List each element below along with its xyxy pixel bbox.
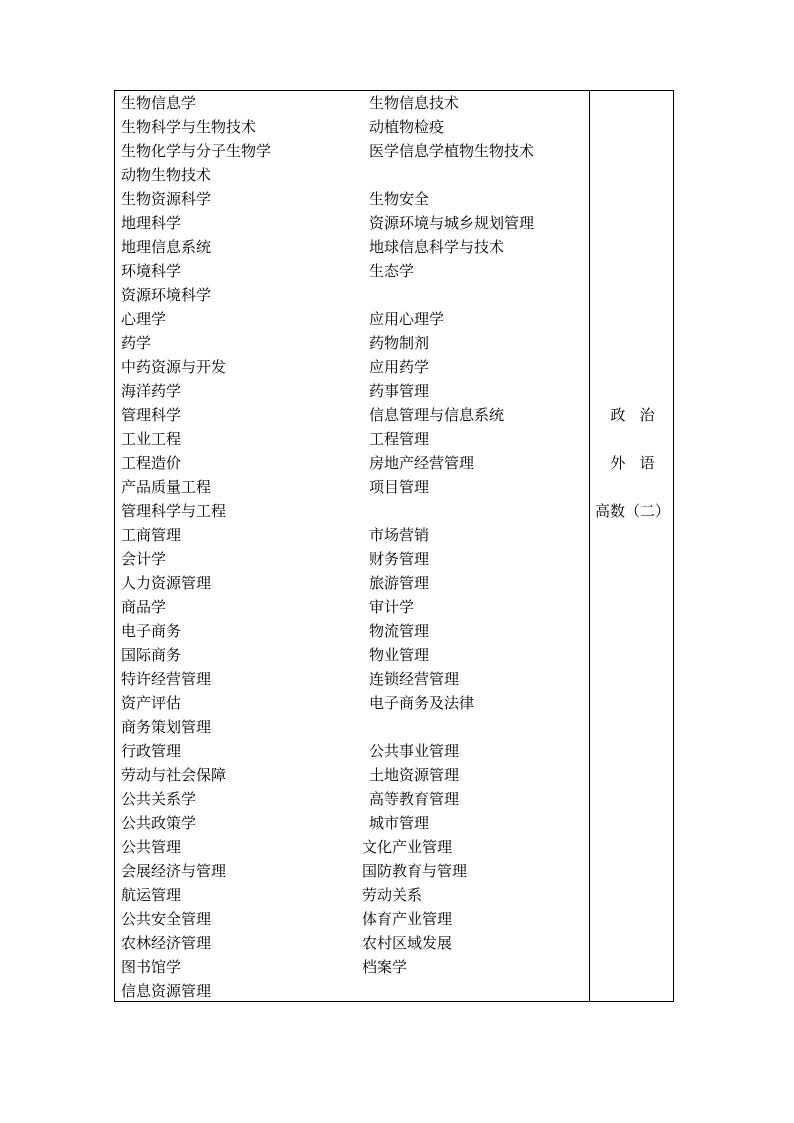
table-row	[115, 835, 589, 859]
major-left: 公共关系学	[121, 790, 197, 808]
major-left: 商品学	[121, 598, 167, 616]
major-right: 物流管理	[369, 622, 430, 640]
major-left: 管理科学与工程	[121, 502, 227, 520]
table-row	[115, 427, 589, 451]
table-row	[115, 667, 589, 691]
major-right: 电子商务及法律	[369, 694, 475, 712]
major-right: 医学信息学植物生物技术	[369, 142, 535, 160]
subject-foreign-language: 外 语	[610, 454, 655, 472]
table-row	[115, 475, 589, 499]
major-right: 城市管理	[369, 814, 430, 832]
major-left: 工业工程	[121, 430, 182, 448]
table-row	[115, 643, 589, 667]
table-row	[115, 547, 589, 571]
table-row	[115, 523, 589, 547]
table-row	[115, 715, 589, 739]
table-row	[115, 811, 589, 835]
major-left: 地理科学	[121, 214, 182, 232]
major-right: 农村区域发展	[362, 934, 453, 952]
major-left: 信息资源管理	[121, 982, 212, 1000]
table-row	[115, 283, 589, 307]
subject-politics: 政 治	[610, 406, 655, 424]
major-left: 公共政策学	[121, 814, 197, 832]
major-left: 中药资源与开发	[121, 358, 227, 376]
major-right: 文化产业管理	[362, 838, 453, 856]
table-row	[115, 379, 589, 403]
major-left: 商务策划管理	[121, 718, 212, 736]
table-row	[115, 235, 589, 259]
major-left: 海洋药学	[121, 382, 182, 400]
major-right: 资源环境与城乡规划管理	[369, 214, 535, 232]
major-left: 行政管理	[121, 742, 182, 760]
major-right: 应用药学	[369, 358, 430, 376]
major-left: 环境科学	[121, 262, 182, 280]
table-row	[115, 163, 589, 187]
major-right: 公共事业管理	[369, 742, 460, 760]
table-row	[115, 211, 589, 235]
major-left: 工商管理	[121, 526, 182, 544]
major-left: 会计学	[121, 550, 167, 568]
major-right: 土地资源管理	[369, 766, 460, 784]
major-right: 信息管理与信息系统	[369, 406, 505, 424]
major-left: 生物资源科学	[121, 190, 212, 208]
exam-subjects	[590, 405, 675, 549]
table-row	[115, 331, 589, 355]
table-row	[115, 907, 589, 931]
major-table	[114, 90, 674, 1002]
table-row	[115, 499, 589, 523]
major-left: 生物化学与分子生物学	[121, 142, 272, 160]
major-left: 农林经济管理	[121, 934, 212, 952]
major-left: 资源环境科学	[121, 286, 212, 304]
table-row	[115, 451, 589, 475]
table-row	[115, 571, 589, 595]
major-left: 心理学	[121, 310, 167, 328]
table-row	[115, 883, 589, 907]
table-row	[115, 403, 589, 427]
major-right: 应用心理学	[369, 310, 445, 328]
major-left: 管理科学	[121, 406, 182, 424]
major-right: 审计学	[369, 598, 415, 616]
table-row	[115, 355, 589, 379]
major-right: 药事管理	[369, 382, 430, 400]
table-row	[115, 115, 589, 139]
major-right: 动植物检疫	[369, 118, 445, 136]
major-left: 电子商务	[121, 622, 182, 640]
major-right: 房地产经营管理	[369, 454, 475, 472]
table-row	[115, 91, 589, 115]
major-left: 劳动与社会保障	[121, 766, 227, 784]
major-left: 公共安全管理	[121, 910, 212, 928]
major-right: 项目管理	[369, 478, 430, 496]
major-right: 旅游管理	[369, 574, 430, 592]
table-row	[115, 187, 589, 211]
table-row	[115, 259, 589, 283]
table-row	[115, 595, 589, 619]
major-left: 国际商务	[121, 646, 182, 664]
major-right: 工程管理	[369, 430, 430, 448]
table-row	[115, 307, 589, 331]
major-right: 生态学	[369, 262, 415, 280]
major-left: 资产评估	[121, 694, 182, 712]
major-left: 药学	[121, 334, 152, 352]
table-row	[115, 787, 589, 811]
major-right: 市场营销	[369, 526, 430, 544]
major-left: 动物生物技术	[121, 166, 212, 184]
major-left: 会展经济与管理	[121, 862, 227, 880]
major-right: 物业管理	[369, 646, 430, 664]
major-left: 生物科学与生物技术	[121, 118, 257, 136]
major-right: 高等教育管理	[369, 790, 460, 808]
table-row	[115, 763, 589, 787]
major-left: 产品质量工程	[121, 478, 212, 496]
table-row	[115, 691, 589, 715]
table-row	[115, 739, 589, 763]
major-right: 生物安全	[369, 190, 430, 208]
major-left: 生物信息学	[121, 94, 197, 112]
major-right: 劳动关系	[362, 886, 423, 904]
table-row	[115, 931, 589, 955]
table-row	[115, 859, 589, 883]
major-right: 连锁经营管理	[369, 670, 460, 688]
major-right: 生物信息技术	[369, 94, 460, 112]
table-row	[115, 139, 589, 163]
major-left: 航运管理	[121, 886, 182, 904]
major-right: 档案学	[362, 958, 408, 976]
table-row	[115, 955, 589, 979]
major-right: 体育产业管理	[362, 910, 453, 928]
major-right: 药物制剂	[369, 334, 430, 352]
major-right: 地球信息科学与技术	[369, 238, 505, 256]
subject-math-2: 高数（二）	[594, 502, 670, 520]
table-row	[115, 619, 589, 643]
major-right: 国防教育与管理	[362, 862, 468, 880]
major-right: 财务管理	[369, 550, 430, 568]
major-list	[115, 91, 589, 1003]
major-left: 人力资源管理	[121, 574, 212, 592]
major-left: 工程造价	[121, 454, 182, 472]
major-left: 地理信息系统	[121, 238, 212, 256]
table-row	[115, 979, 589, 1003]
major-left: 图书馆学	[121, 958, 182, 976]
major-left: 特许经营管理	[121, 670, 212, 688]
major-left: 公共管理	[121, 838, 182, 856]
